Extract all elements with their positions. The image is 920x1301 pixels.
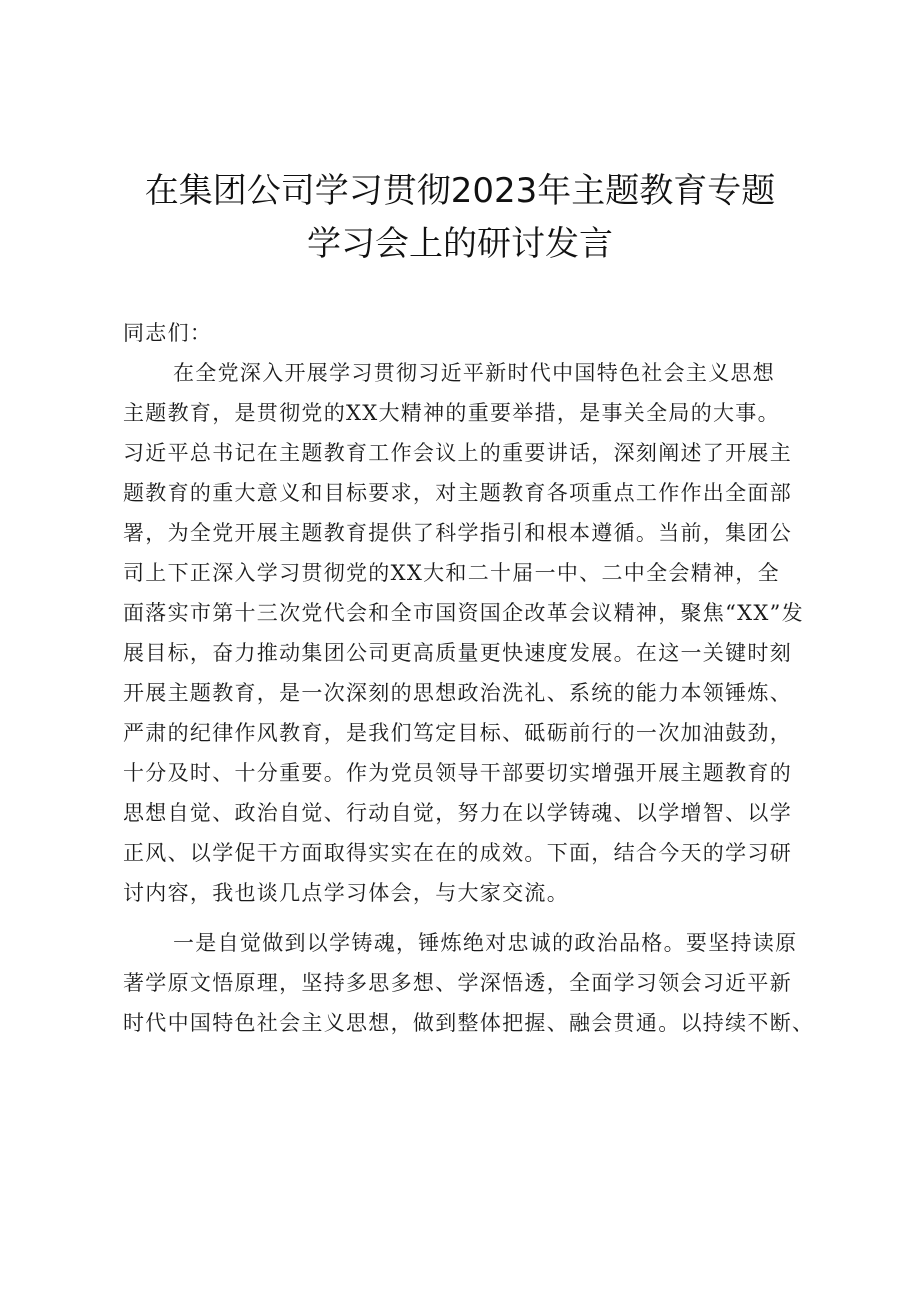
paragraph-1-line: 主题教育，是贯彻党的XX大精神的重要举措，是事关全局的大事。 [123, 401, 780, 425]
paragraph-1-line: 面落实市第十三次党代会和全市国资国企改革会议精神，聚焦“XX”发 [123, 601, 804, 625]
salutation: 同志们： [123, 321, 213, 345]
paragraph-1-line: 习近平总书记在主题教育工作会议上的重要讲话，深刻阐述了开展主 [123, 441, 792, 465]
paragraph-2-line: 时代中国特色社会主义思想，做到整体把握、融会贯通。以持续不断、 [123, 1011, 815, 1035]
document-title-line-1: 在集团公司学习贯彻2023年主题教育专题 [144, 171, 776, 211]
paragraph-2-line: 一是自觉做到以学铸魂，锤炼绝对忠诚的政治品格。要坚持读原 [173, 931, 798, 955]
paragraph-1-line: 题教育的重大意义和目标要求，对主题教育各项重点工作作出全面部 [123, 481, 792, 505]
paragraph-1-line: 正风、以学促干方面取得实实在在的成效。下面，结合今天的学习研 [123, 841, 792, 865]
paragraph-1-line: 讨内容，我也谈几点学习体会，与大家交流。 [123, 881, 569, 905]
paragraph-1-line: 十分及时、十分重要。作为党员领导干部要切实增强开展主题教育的 [123, 761, 792, 785]
paragraph-1-line: 严肃的纪律作风教育，是我们笃定目标、砥砺前行的一次加油鼓劲， [123, 721, 792, 745]
document-title-line-2: 学习会上的研讨发言 [307, 224, 613, 264]
paragraph-1-line: 在全党深入开展学习贯彻习近平新时代中国特色社会主义思想 [173, 361, 776, 385]
paragraph-1-line: 展目标，奋力推动集团公司更高质量更快速度发展。在这一关键时刻 [123, 641, 792, 665]
paragraph-1-line: 司上下正深入学习贯彻党的XX大和二十届一中、二中全会精神，全 [123, 561, 780, 585]
paragraph-1-line: 思想自觉、政治自觉、行动自觉，努力在以学铸魂、以学增智、以学 [123, 801, 792, 825]
paragraph-1-line: 开展主题教育，是一次深刻的思想政治洗礼、系统的能力本领锤炼、 [123, 681, 792, 705]
paragraph-1-line: 署，为全党开展主题教育提供了科学指引和根本遵循。当前，集团公 [123, 521, 792, 545]
paragraph-2-line: 著学原文悟原理，坚持多思多想、学深悟透，全面学习领会习近平新 [123, 971, 792, 995]
